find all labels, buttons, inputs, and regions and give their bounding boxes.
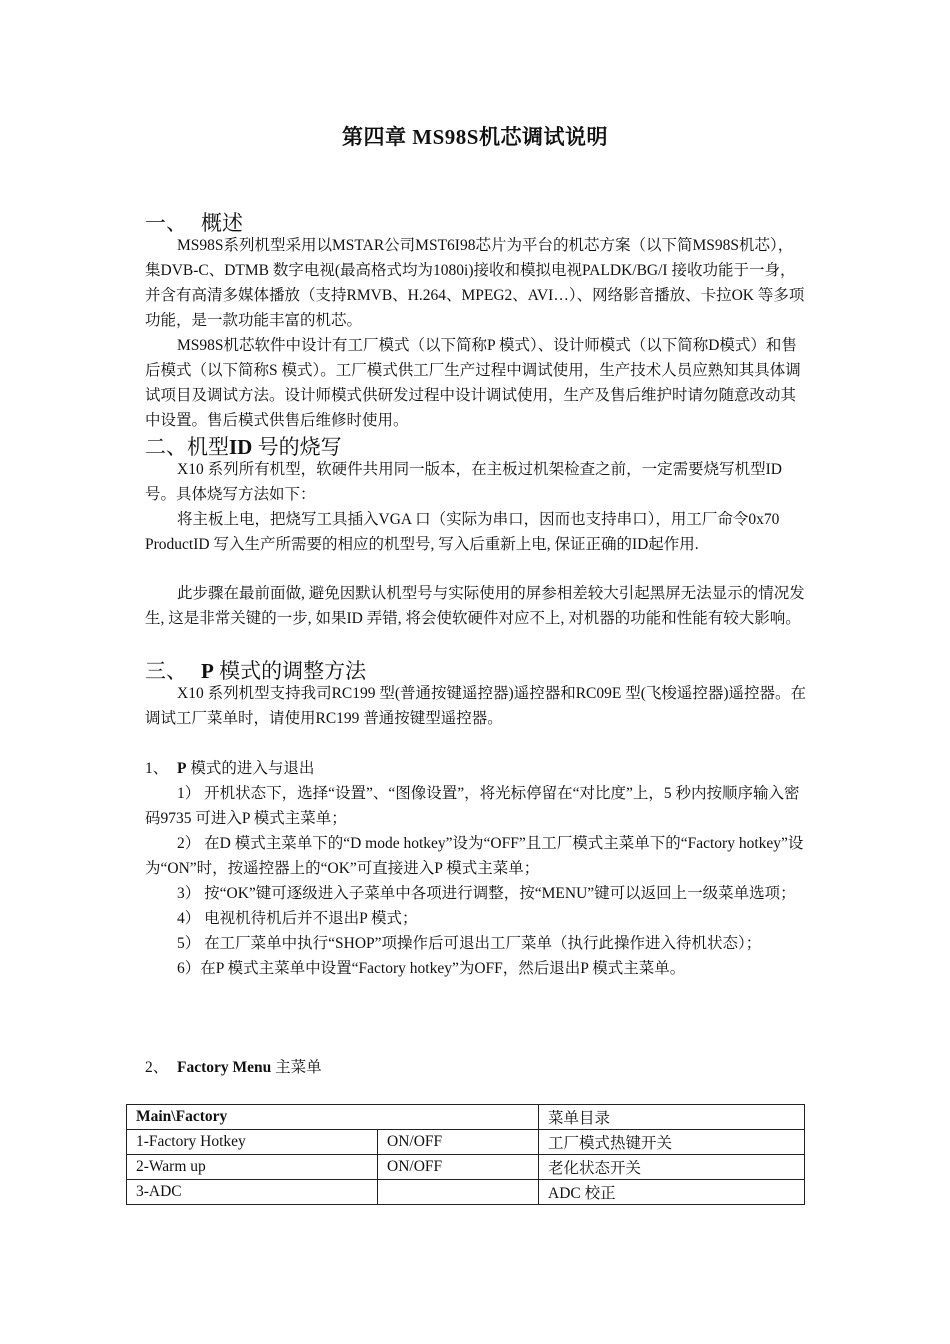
section-3-para: X10 系列机型支持我司RC199 型(普通按键遥控器)遥控器和RC09E 型(飞梭遥控器)遥控器。在调试工厂菜单时，请使用RC199 普通按键型遥控器。: [145, 685, 807, 727]
table-cell: 2-Warm up: [127, 1155, 378, 1180]
table-header-cell: Main\Factory: [127, 1105, 539, 1130]
table-cell: ON/OFF: [378, 1130, 539, 1155]
section-2-body: [145, 457, 807, 557]
factory-menu-table: [126, 1104, 805, 1205]
table-row: [127, 1155, 805, 1180]
section-3-number: 三、: [145, 659, 187, 683]
chapter-title: 第四章 MS98S机芯调试说明: [342, 125, 608, 149]
section-3-title-b: 模式的调整方法: [213, 659, 367, 683]
section-2-number: 二、: [145, 435, 187, 459]
subsection-1-list: [145, 781, 807, 981]
section-1-para-1: MS98S系列机型采用以MSTAR公司MST6I98芯片为平台的机芯方案（以下简MS98S机芯），集DVB-C、DTMB 数字电视(最高格式均为1080i)接收和模拟电视PALDK/BG/I 接收功能于一身，并含有高清多媒体播放（支持RMVB、H.264、MPEG2、AVI…）、网络影音播放、卡拉OK 等多项功能，是一款功能丰富的机芯。: [145, 237, 805, 329]
list-item: 4） 电视机待机后并不退出P 模式；: [177, 910, 418, 927]
section-2-title-c: 号的烧写: [252, 435, 342, 459]
list-item: 5） 在工厂菜单中执行“SHOP”项操作后可退出工厂菜单（执行此操作进入待机状态）；: [177, 935, 762, 952]
section-1-number: 一、: [145, 211, 187, 235]
subsection-2-number: 2、: [145, 1059, 169, 1076]
subsection-2-heading: [145, 1055, 322, 1077]
table-cell: ADC 校正: [539, 1180, 805, 1205]
section-2-title-a: 机型: [187, 435, 229, 459]
list-item: 2） 在D 模式主菜单下的“D mode hotkey”设为“OFF”且工厂模式主菜单下的“Factory hotkey”设为“ON”时，按遥控器上的“OK”可直接进入P 模式主菜单；: [145, 835, 804, 877]
table-cell: 1-Factory Hotkey: [127, 1130, 378, 1155]
table-row: [127, 1180, 805, 1205]
table-row: [127, 1130, 805, 1155]
list-item: 3） 按“OK”键可逐级进入子菜单中各项进行调整，按“MENU”键可以返回上一级菜单选项；: [177, 885, 796, 902]
table-cell: 3-ADC: [127, 1180, 378, 1205]
subsection-2-title-a: Factory Menu: [177, 1059, 272, 1076]
section-3-title-a: P: [201, 659, 214, 683]
section-1-para-2: MS98S机芯软件中设计有工厂模式（以下简称P 模式）、设计师模式（以下简称D模式）和售后模式（以下简称S 模式）。工厂模式供工厂生产过程中调试使用，生产技术人员应熟知其具体调试项目及调试方法。设计师模式供研发过程中设计调试使用，生产及售后维护时请勿随意改动其中设置。售后模式供售后维修时使用。: [145, 337, 801, 429]
table-cell: 工厂模式热键开关: [539, 1130, 805, 1155]
subsection-1-title-a: P: [177, 760, 187, 777]
subsection-1-heading: [145, 756, 314, 778]
section-3-body: [145, 681, 807, 731]
section-1-title: 概述: [201, 211, 243, 235]
table-header-cell: 菜单目录: [539, 1105, 805, 1130]
list-item: 1） 开机状态下，选择“设置”、“图像设置”，将光标停留在“对比度”上，5 秒内按顺序输入密码9735 可进入P 模式主菜单；: [145, 785, 800, 827]
table-cell: ON/OFF: [378, 1155, 539, 1180]
section-2-para-2: 将主板上电，把烧写工具插入VGA 口（实际为串口，因而也支持串口），用工厂命令0x70 ProductID 写入生产所需要的相应的机型号, 写入后重新上电, 保证正确的ID起作用.: [145, 511, 780, 553]
section-2-para-3: 此步骤在最前面做, 避免因默认机型号与实际使用的屏参相差较大引起黑屏无法显示的情况发生, 这是非常关键的一步, 如果ID 弄错, 将会使软硬件对应不上, 对机器的功能和性能有较大影响。: [145, 585, 805, 627]
section-1-body: [145, 233, 807, 433]
section-2-body-2: [145, 581, 807, 631]
section-2-para-1: X10 系列所有机型，软硬件共用同一版本，在主板过机架检查之前，一定需要烧写机型ID 号。具体烧写方法如下：: [145, 461, 782, 503]
table-header-row: [127, 1105, 805, 1130]
table-cell: 老化状态开关: [539, 1155, 805, 1180]
subsection-2-title-b: 主菜单: [271, 1059, 322, 1076]
list-item: 6）在P 模式主菜单中设置“Factory hotkey”为OFF，然后退出P 模式主菜单。: [177, 960, 686, 977]
table-cell: [378, 1180, 539, 1205]
section-2-title-b: ID: [229, 435, 253, 459]
subsection-1-title-b: 模式的进入与退出: [186, 760, 315, 777]
subsection-1-number: 1、: [145, 760, 169, 777]
